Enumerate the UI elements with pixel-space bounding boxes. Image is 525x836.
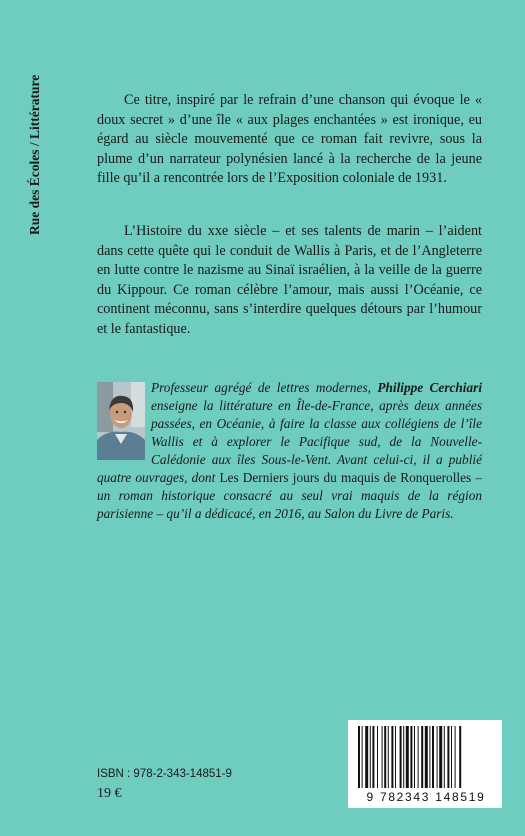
synopsis-paragraph-2 — [97, 222, 482, 340]
barcode-digits: 9 782343 148519 — [366, 790, 486, 804]
synopsis-text-2: L’Histoire du xxe siècle – et ses talents de marin – l’aident dans cette quête qui le conduit de Wallis à Paris, et de l’Angleterre en lutte contre le nazisme au Sinaï israélien, à la veille de la guerre du Kippour. Ce roman célèbre l’amour, mais aussi l’Océanie, ce continent méconnu, sans s’interdire quelques détours par l’humour et le fantastique. — [97, 223, 482, 337]
bio-text-3: – un roman historique consacré au seul vrai maquis de la région parisienne – qu’il a dédicacé, en 2016, au Salon du Livre de Paris. — [97, 470, 482, 521]
author-photo — [97, 382, 145, 460]
synopsis-text-1: Ce titre, inspiré par le refrain d’une chanson qui évoque le « doux secret » d’une île « aux plages enchantées » est ironique, eu égard au siècle mouvementé que ce roman fait revivre, sous la plume d’un narrateur polynésien lancé à la recherche de la jeune fille qu’il a rencontrée lors de l’Exposition coloniale de 1931. — [97, 92, 482, 187]
barcode — [348, 720, 502, 808]
synopsis-paragraph-1 — [97, 91, 482, 189]
author-name: Philippe Cerchiari — [377, 380, 483, 395]
price: 19 € — [97, 786, 122, 801]
bio-text-1: Professeur agrégé de lettres modernes, — [151, 380, 378, 395]
author-bio — [97, 379, 482, 523]
bio-text-2: enseigne la littérature en Île-de-France, après deux années passées, en Océanie, à faire la classe aux collégiens de l’île Wallis et à explorer le Pacifique sud, de la Nouvelle-Calédonie aux îles Sous-le-Vent. Avant celui-ci, il a publié quatre ouvrages, dont — [97, 398, 482, 485]
isbn: ISBN : 978-2-343-14851-9 — [97, 768, 232, 780]
collection-label: Rue des Écoles / Littérature — [27, 74, 42, 235]
previous-book-title: Les Derniers jours du maquis de Ronquerolles — [219, 470, 472, 485]
